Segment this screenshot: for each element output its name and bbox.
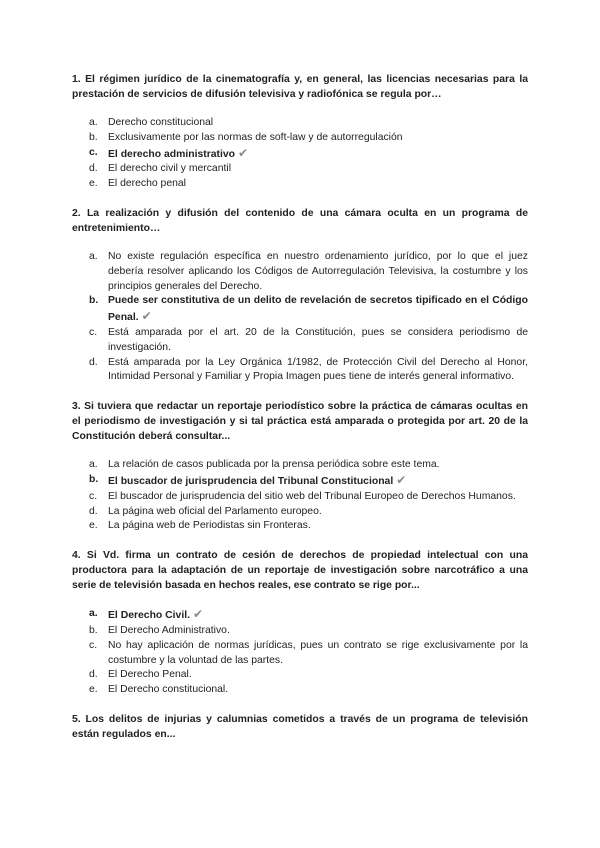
option-5 (89, 177, 528, 192)
options-list (72, 607, 528, 698)
option-5 (89, 519, 528, 534)
option-letter: d. (89, 163, 98, 175)
option-1 (89, 458, 528, 473)
question-text: 3. Si tuviera que redactar un reportaje periodístico sobre la práctica de cámaras ocultas en el periodismo de investigación y si tal práctica está amparada o protegida por art. 20 de la Constitución deberá consultar... (72, 401, 528, 443)
option-letter: a. (89, 459, 98, 471)
checkmark-icon: ✔ (193, 607, 204, 622)
option-letter: c. (89, 326, 98, 338)
option-letter: b. (89, 131, 98, 143)
option-letter: a. (89, 608, 98, 620)
option-text: Derecho constitucional (108, 117, 214, 128)
option-3 (89, 326, 528, 356)
question-text: 2. La realización y difusión del contenido de una cámara oculta en un programa de entretenimiento… (72, 207, 528, 234)
option-text: No hay aplicación de normas jurídicas, pues un contrato se rige exclusivamente por la costumbre y la voluntad de las partes. (108, 639, 528, 666)
question-text: 1. El régimen jurídico de la cinematografía y, en general, las licencias necesarias para la prestación de servicios de difusión televisiva y radiofónica se regula por… (72, 74, 528, 100)
option-text: El derecho civil y mercantil (108, 163, 231, 175)
option-letter: d. (89, 669, 98, 681)
option-text: La página web oficial del Parlamento europeo. (108, 505, 322, 517)
option-text: Exclusivamente por las normas de soft-law y de autorregulación (108, 131, 403, 143)
option-text: El buscador de jurisprudencia del sitio web del Tribunal Europeo de Derechos Humanos. (108, 490, 516, 502)
options-list (72, 116, 528, 192)
checkmark-icon: ✔ (238, 145, 249, 160)
options-list (72, 458, 528, 534)
option-text: El buscador de jurisprudencia del Tribunal Constitucional (108, 475, 394, 487)
option-text: El derecho administrativo (108, 148, 236, 160)
question-2 (72, 206, 528, 385)
question-text: 4. Si Vd. firma un contrato de cesión de derechos de propiedad intelectual con una productora para la adaptación de un reportaje de investigación sobre narcotráfico a una serie de televisión basada en hechos reales, ese contrato se rige por... (72, 550, 528, 592)
option-letter: b. (89, 295, 99, 307)
checkmark-icon: ✔ (141, 309, 152, 324)
question-1 (72, 72, 528, 192)
option-2 (89, 131, 528, 146)
question-5 (72, 712, 528, 742)
document-page (72, 72, 528, 756)
option-text: Puede ser constitutiva de un delito de revelación de secretos tipificado en el Código Penal. (108, 295, 528, 324)
option-3 (89, 146, 528, 163)
option-1 (89, 116, 528, 131)
option-4 (89, 505, 528, 520)
option-2 (89, 294, 528, 326)
question-4 (72, 548, 528, 698)
option-letter: d. (89, 505, 98, 517)
option-1 (89, 250, 528, 294)
option-4 (89, 162, 528, 177)
option-letter: a. (89, 117, 98, 128)
question-3 (72, 399, 528, 534)
option-1 (89, 607, 528, 624)
options-list (72, 250, 528, 385)
option-text: El derecho penal (108, 178, 186, 190)
option-text: No existe regulación específica en nuestro ordenamiento jurídico, por lo que el juez debería resolver aplicando los Códigos de Autorregulación Televisiva, la costumbre y los principios generales del Derecho. (108, 250, 528, 292)
option-text: El Derecho constitucional. (108, 684, 229, 696)
option-4 (89, 668, 528, 683)
option-4 (89, 356, 528, 386)
option-letter: b. (89, 473, 99, 485)
option-text: La relación de casos publicada por la prensa periódica sobre este tema. (108, 459, 440, 471)
option-text: El Derecho Administrativo. (108, 624, 230, 636)
option-text: El Derecho Civil. (108, 610, 190, 622)
option-text: La página web de Periodistas sin Fronteras. (108, 520, 311, 532)
checkmark-icon: ✔ (396, 472, 407, 487)
option-letter: d. (89, 356, 98, 368)
option-3 (89, 490, 528, 505)
option-2 (89, 624, 528, 639)
option-letter: c. (89, 639, 98, 651)
question-text: 5. Los delitos de injurias y calumnias cometidos a través de un programa de televisión están regulados en... (72, 713, 528, 740)
option-letter: e. (89, 178, 98, 190)
option-letter: a. (89, 250, 98, 262)
option-letter: c. (89, 146, 98, 158)
option-text: El Derecho Penal. (108, 669, 192, 681)
option-5 (89, 683, 528, 698)
option-letter: c. (89, 490, 98, 502)
option-2 (89, 473, 528, 490)
option-3 (89, 639, 528, 669)
option-letter: e. (89, 684, 98, 696)
option-text: Está amparada por la Ley Orgánica 1/1982, de Protección Civil del Derecho al Honor, Intimidad Personal y Familiar y Propia Imagen pues tiene de interés general informativo. (108, 356, 528, 383)
option-letter: e. (89, 520, 98, 532)
option-text: Está amparada por el art. 20 de la Constitución, pues se considera periodismo de investigación. (108, 326, 528, 353)
option-letter: b. (89, 624, 98, 636)
